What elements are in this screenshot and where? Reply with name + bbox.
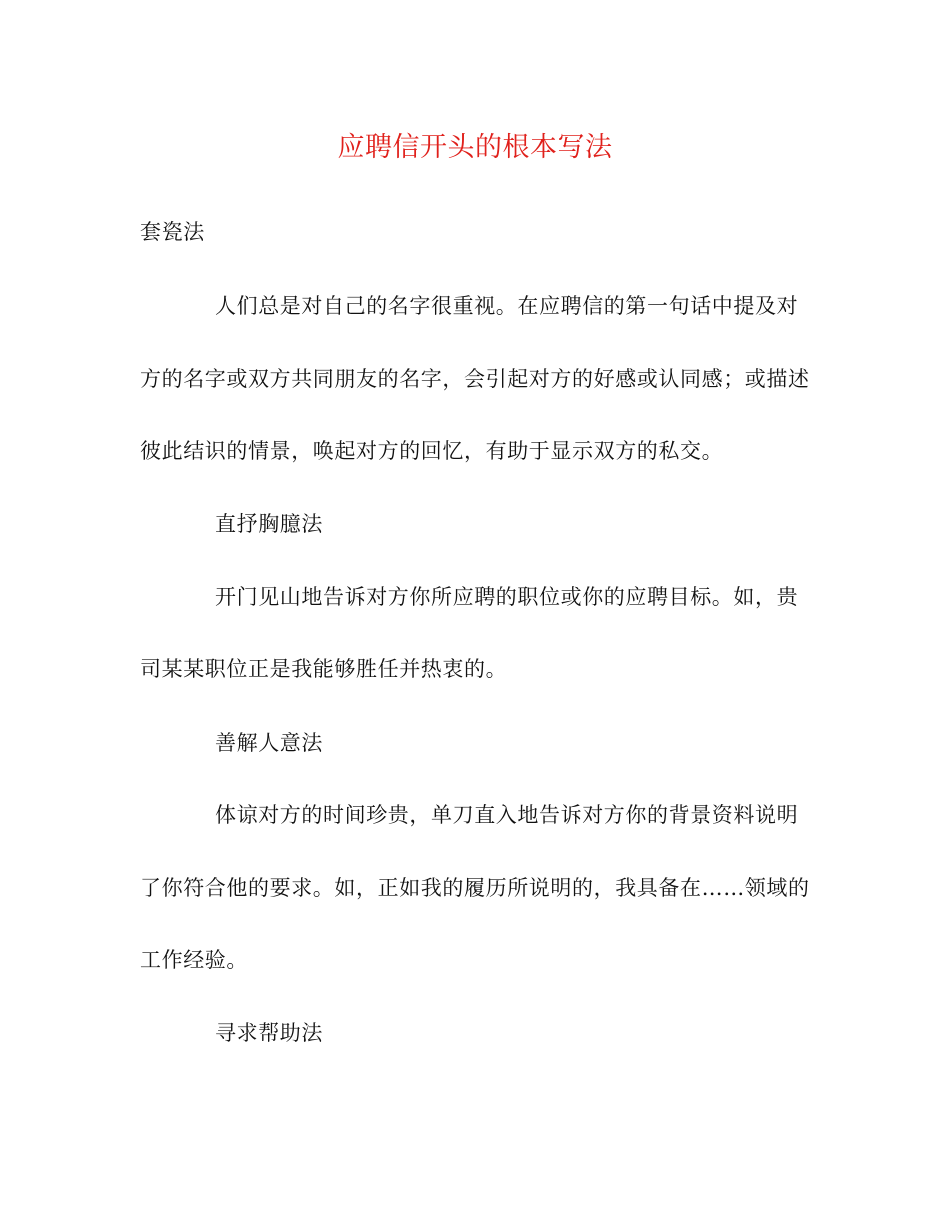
paragraph-line: 工作经验。 (140, 948, 248, 972)
section-heading-taoci: 套瓷法 (140, 220, 205, 244)
document-title: 应聘信开头的根本写法 (337, 132, 613, 163)
section-heading-zhishu: 直抒胸臆法 (215, 512, 323, 536)
paragraph-line: 司某某职位正是我能够胜任并热衷的。 (140, 657, 508, 681)
paragraph-line: 人们总是对自己的名字很重视。在应聘信的第一句话中提及对 (215, 294, 799, 318)
paragraph-line: 了你符合他的要求。如，正如我的履历所说明的，我具备在……领域的 (140, 876, 810, 900)
paragraph-line: 开门见山地告诉对方你所应聘的职位或你的应聘目标。如，贵 (215, 585, 799, 609)
paragraph-line: 彼此结识的情景，唤起对方的回忆，有助于显示双方的私交。 (140, 439, 724, 463)
paragraph-line: 方的名字或双方共同朋友的名字，会引起对方的好感或认同感；或描述 (140, 367, 810, 391)
section-heading-xunqiu: 寻求帮助法 (215, 1021, 323, 1045)
paragraph-line: 体谅对方的时间珍贵，单刀直入地告诉对方你的背景资料说明 (215, 803, 799, 827)
section-heading-shanjie: 善解人意法 (215, 731, 323, 755)
